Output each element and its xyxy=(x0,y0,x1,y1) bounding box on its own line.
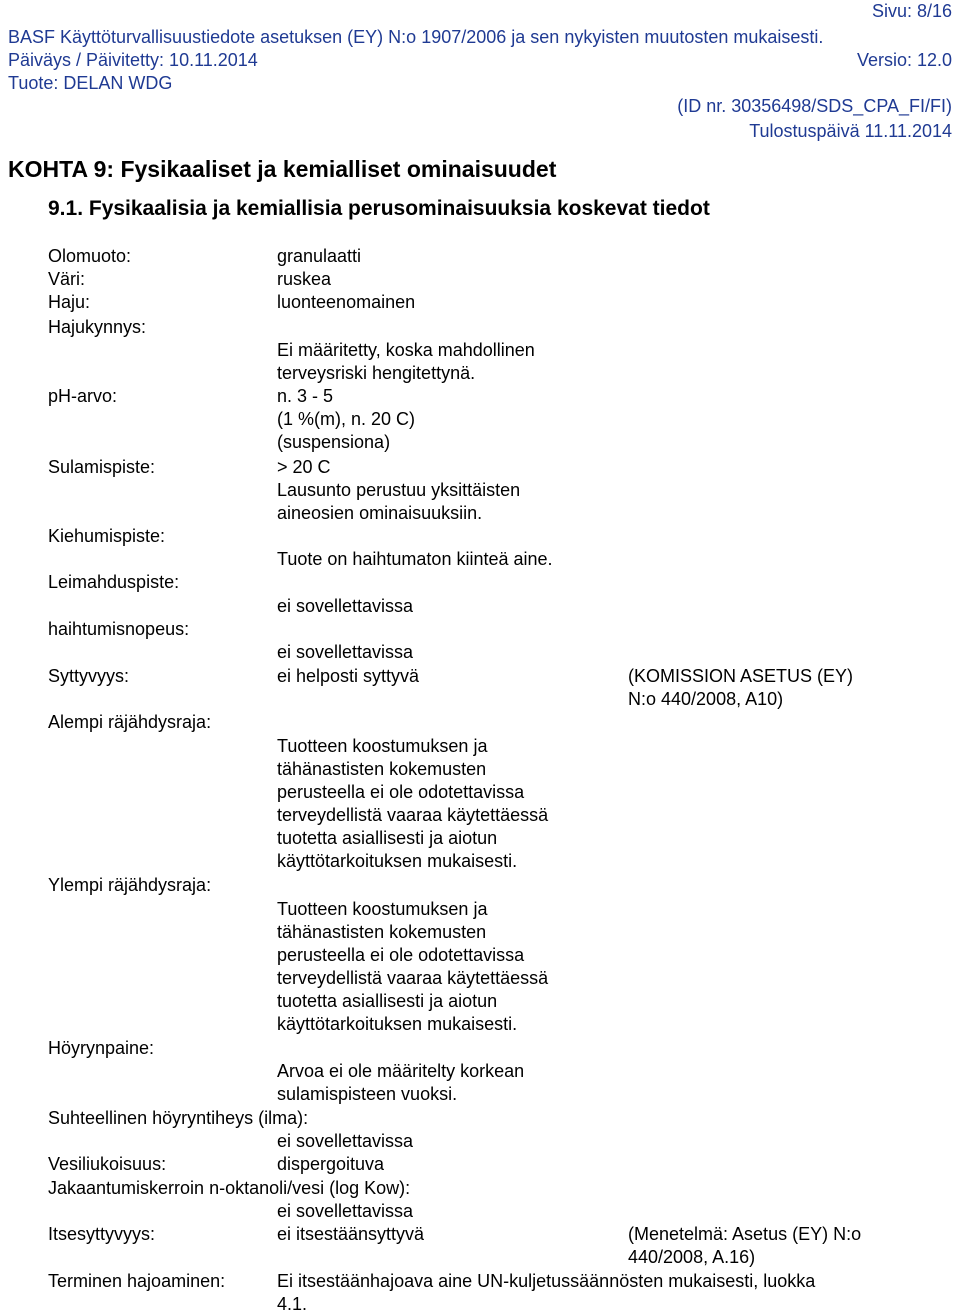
label-itsesyttyvyys: Itsesyttyvyys: xyxy=(48,1224,156,1244)
label-haihtumisnopeus: haihtumisnopeus: xyxy=(48,619,190,639)
value-terminen-line1: Ei itsestäänhajoava aine UN-kuljetussäännösten mukaisesti, luokka xyxy=(277,1271,816,1291)
value-alempi-line2: tähänastisten kokemusten xyxy=(277,759,487,779)
note-itsesyttyvyys-line2: 440/2008, A.16) xyxy=(628,1247,756,1267)
value-ph-line2: (1 %(m), n. 20 C) xyxy=(277,409,416,429)
value-kiehumispiste: Tuote on haihtumaton kiinteä aine. xyxy=(277,549,553,569)
value-ylempi-line6: käyttötarkoituksen mukaisesti. xyxy=(277,1014,518,1034)
label-olomuoto: Olomuoto: xyxy=(48,246,132,266)
value-hoyrynpaine-line1: Arvoa ei ole määritelty korkean xyxy=(277,1061,525,1081)
value-jakaantumiskerroin: ei sovellettavissa xyxy=(277,1201,414,1221)
label-hoyrynpaine: Höyrynpaine: xyxy=(48,1038,155,1058)
label-vari: Väri: xyxy=(48,269,86,289)
value-ylempi-line2: tähänastisten kokemusten xyxy=(277,922,487,942)
note-syttyvyys-line1: (KOMISSION ASETUS (EY) xyxy=(628,666,854,686)
value-ylempi-line1: Tuotteen koostumuksen ja xyxy=(277,899,488,919)
label-kiehumispiste: Kiehumispiste: xyxy=(48,526,166,546)
value-hajukynnys-line1: Ei määritetty, koska mahdollinen xyxy=(277,340,535,360)
value-sulamispiste-line1: > 20 C xyxy=(277,457,331,477)
value-vari: ruskea xyxy=(277,269,332,289)
label-haju: Haju: xyxy=(48,292,91,312)
value-hoyrynpaine-line2: sulamispisteen vuoksi. xyxy=(277,1084,458,1104)
value-haju: luonteenomainen xyxy=(277,292,416,312)
document-id: (ID nr. 30356498/SDS_CPA_FI/FI) xyxy=(677,96,952,116)
product-name: Tuote: DELAN WDG xyxy=(8,73,173,93)
value-olomuoto: granulaatti xyxy=(277,246,362,266)
note-syttyvyys-line2: N:o 440/2008, A10) xyxy=(628,689,784,709)
page-number: Sivu: 8/16 xyxy=(871,1,952,21)
label-jakaantumiskerroin: Jakaantumiskerroin n-oktanoli/vesi (log Kow): xyxy=(48,1178,411,1198)
print-date: Tulostuspäivä 11.11.2014 xyxy=(749,121,952,141)
section-title: KOHTA 9: Fysikaaliset ja kemialliset ominaisuudet xyxy=(8,156,557,182)
section-subtitle: 9.1. Fysikaalisia ja kemiallisia perusominaisuuksia koskevat tiedot xyxy=(48,197,710,220)
value-hajukynnys-line2: terveysriski hengitettynä. xyxy=(277,363,476,383)
value-itsesyttyvyys: ei itsestäänsyttyvä xyxy=(277,1224,425,1244)
label-terminen-hajoaminen: Terminen hajoaminen: xyxy=(48,1271,226,1291)
label-sulamispiste: Sulamispiste: xyxy=(48,457,156,477)
label-ylempi-rajahdysraja: Ylempi räjähdysraja: xyxy=(48,875,212,895)
value-alempi-line1: Tuotteen koostumuksen ja xyxy=(277,736,488,756)
value-haihtumisnopeus: ei sovellettavissa xyxy=(277,642,414,662)
value-alempi-line6: käyttötarkoituksen mukaisesti. xyxy=(277,851,518,871)
label-alempi-rajahdysraja: Alempi räjähdysraja: xyxy=(48,712,212,732)
value-ph-line3: (suspensiona) xyxy=(277,432,391,452)
label-vesiliukoisuus: Vesiliukoisuus: xyxy=(48,1154,167,1174)
value-ph-line1: n. 3 - 5 xyxy=(277,386,334,406)
value-syttyvyys: ei helposti syttyvä xyxy=(277,666,420,686)
document-title: BASF Käyttöturvallisuustiedote asetuksen (EY) N:o 1907/2006 ja sen nykyisten muutosten mukaisesti. xyxy=(8,27,824,47)
value-alempi-line5: tuotetta asiallisesti ja aiotun xyxy=(277,828,498,848)
note-itsesyttyvyys-line1: (Menetelmä: Asetus (EY) N:o xyxy=(628,1224,862,1244)
value-alempi-line4: terveydellistä vaaraa käytettäessä xyxy=(277,805,549,825)
revision-date: Päiväys / Päivitetty: 10.11.2014 xyxy=(8,50,258,70)
label-syttyvyys: Syttyvyys: xyxy=(48,666,130,686)
value-suhteellinen-hoyryntiheys: ei sovellettavissa xyxy=(277,1131,414,1151)
label-leimahduspiste: Leimahduspiste: xyxy=(48,572,180,592)
value-ylempi-line4: terveydellistä vaaraa käytettäessä xyxy=(277,968,549,988)
value-terminen-line2: 4.1. xyxy=(277,1294,308,1314)
value-ylempi-line5: tuotetta asiallisesti ja aiotun xyxy=(277,991,498,1011)
label-ph: pH-arvo: xyxy=(48,386,118,406)
value-alempi-line3: perusteella ei ole odotettavissa xyxy=(277,782,525,802)
value-ylempi-line3: perusteella ei ole odotettavissa xyxy=(277,945,525,965)
value-sulamispiste-line3: aineosien ominaisuuksiin. xyxy=(277,503,483,523)
label-suhteellinen-hoyryntiheys: Suhteellinen höyryntiheys (ilma): xyxy=(48,1108,309,1128)
value-leimahduspiste: ei sovellettavissa xyxy=(277,596,414,616)
value-sulamispiste-line2: Lausunto perustuu yksittäisten xyxy=(277,480,521,500)
version: Versio: 12.0 xyxy=(856,50,952,70)
label-hajukynnys: Hajukynnys: xyxy=(48,317,147,337)
value-vesiliukoisuus: dispergoituva xyxy=(277,1154,385,1174)
